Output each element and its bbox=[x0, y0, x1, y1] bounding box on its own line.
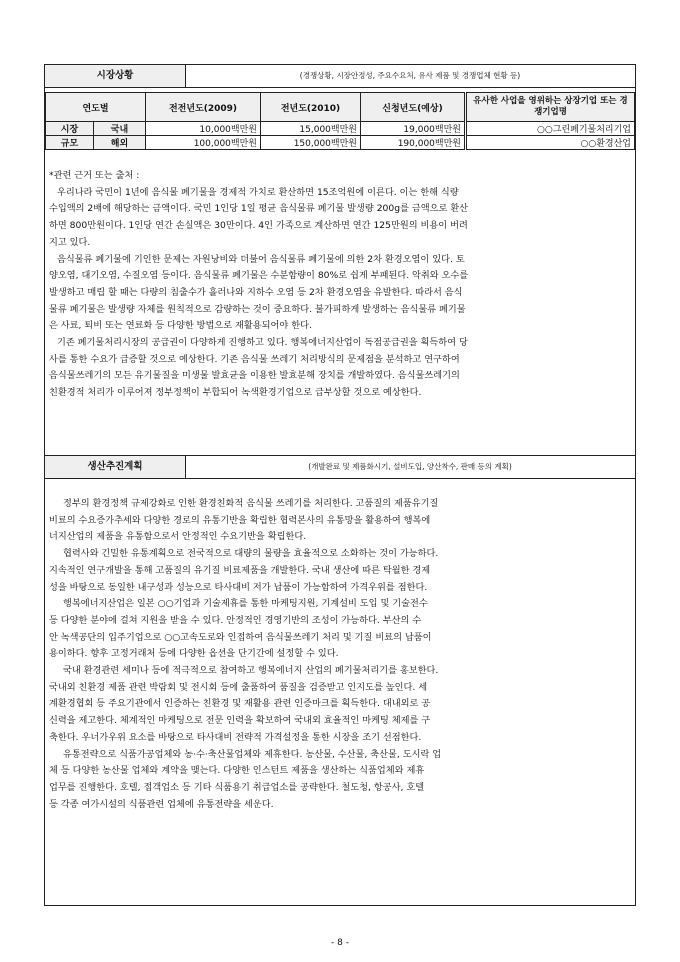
text-line: 기존 폐기물처리시장의 공급권이 다양하게 진행하고 있다. 행복에너지산업이 독점공급권을 획득하여 당 bbox=[57, 337, 468, 349]
text-line: 유통전략으로 식품가공업체와 농·수·축산물업체와 제휴한다. 농산물, 수산물, 축산물, 도시락 업 bbox=[63, 748, 442, 760]
row-group-label-bottom: 규모 bbox=[46, 136, 94, 150]
col-year-header: 연도별 bbox=[46, 93, 146, 122]
text-line: 업무를 진행한다. 호텔, 접객업소 등 기타 식품용기 취급업소를 공략한다. 철도청, 항공사, 호텔 bbox=[49, 781, 425, 793]
text-line: 협력사와 긴밀한 유통계획으로 전국적으로 대량의 물량을 효율적으로 소화하는 것이 가능하다. bbox=[63, 548, 439, 560]
text-line: 계환경협회 등 주요기관에서 인증하는 친환경 및 재활용 관련 인증마크를 획득한다. 대내외로 공 bbox=[49, 698, 431, 710]
text-line: 국내외 친환경 제품 관련 박람회 및 전시회 등에 출품하여 품질을 검증받고 인지도를 높인다. 세 bbox=[49, 681, 428, 693]
production-section-label: 생산추진계획 bbox=[45, 456, 186, 478]
production-section-note: (개발완료 및 제품화시기, 설비도입, 양산착수, 판매 등의 계획) bbox=[308, 462, 512, 471]
text-line: 물류 폐기물은 발생량 자체를 원칙적으로 감량하는 것이 중요하다. 불가피하게 발생하는 음식물류 폐기물 bbox=[49, 303, 466, 315]
text-line: 우리나라 국민이 1년에 음식물 폐기물을 경제적 가치로 환산하면 15조억원에 이른다. 이는 한해 식량 bbox=[57, 186, 459, 198]
text-line: 지고 있다. bbox=[49, 236, 91, 248]
row-label-domestic: 국내 bbox=[94, 122, 146, 136]
cell-value: 19,000백만원 bbox=[361, 122, 466, 136]
market-section-header bbox=[45, 65, 635, 88]
form-frame bbox=[44, 64, 636, 906]
col-competitor-header: 유사한 사업을 영위하는 상장기업 또는 경쟁기업명 bbox=[466, 93, 635, 122]
text-line: 친환경적 처리가 이루어져 정부정책이 부합되어 녹색환경기업으로 급부상할 것으로 예상한다. bbox=[49, 387, 422, 399]
cell-value: 15,000백만원 bbox=[261, 122, 361, 136]
market-section-note: (경쟁상황, 시장안정성, 주요수요처, 유사 제품 및 경쟁업체 현황 등) bbox=[299, 71, 521, 80]
text-line: 음식물쓰레기의 모든 유기물질을 미생물 발효균을 이용한 발효분해 장치를 개발하였다. 음식물쓰레기의 bbox=[49, 370, 460, 382]
table-row bbox=[46, 136, 635, 150]
cell-competitor: ○○환경산업 bbox=[466, 136, 635, 150]
production-narrative bbox=[49, 496, 635, 813]
text-line: 신력을 제고한다. 체계적인 마케팅으로 전문 인력을 확보하여 국내외 효율적인 마케팅 체제를 구 bbox=[49, 715, 431, 727]
col-y3-header: 신청년도(예상) bbox=[361, 93, 466, 122]
col-y1-header: 전전년도(2009) bbox=[146, 93, 261, 122]
table-row bbox=[46, 122, 635, 136]
text-line: 사를 통한 수요가 급증할 것으로 예상한다. 기존 음식물 쓰레기 처리방식의 문제점을 분석하고 연구하여 bbox=[49, 353, 460, 365]
text-line: 음식물류 폐기물에 기인한 문제는 자원낭비와 더불어 음식물류 폐기물에 의한 2차 환경오염이 있다. 토 bbox=[57, 253, 465, 265]
market-section-label: 시장상황 bbox=[45, 65, 186, 87]
text-line: 체 등 다양한 농산물 업체와 계약을 맺는다. 다양한 인스턴트 제품을 생산하는 식품업체와 제휴 bbox=[49, 765, 425, 777]
table-header-row bbox=[46, 93, 635, 122]
text-line: 용이하다. 향후 고정거래처 등에 다양한 옵션을 단기간에 설정할 수 있다. bbox=[49, 648, 339, 660]
text-line: 발생하고 매립 할 때는 다량의 침출수가 흘러나와 지하수 오염 등 2차 환경오염을 유발한다. 따라서 음식 bbox=[49, 286, 463, 298]
text-line: 비료의 수요증가추세와 다양한 경로의 유통기반을 확립한 협력본사의 유통망을 활용하여 행복에 bbox=[49, 514, 431, 526]
cell-value: 10,000백만원 bbox=[146, 122, 261, 136]
text-line: 너지산업의 제품을 유통함으로서 안정적인 수요기반을 확립한다. bbox=[49, 531, 307, 543]
text-line: 하면 800만원이다. 1인당 연간 손실액은 30만이다. 4인 가족으로 계산하면 연간 125만원의 비용이 버려 bbox=[49, 220, 468, 232]
text-line: 등 각종 여가시설의 식품관련 업체에 유통전략을 세운다. bbox=[49, 798, 274, 810]
text-line: 양오염, 대기오염, 수질오염 등이다. 음식물류 폐기물은 수분함량이 80%로 쉽게 부패된다. 악취와 오수를 bbox=[49, 270, 469, 282]
text-line: 정부의 환경정책 규제강화로 인한 환경친화적 음식물 쓰레기를 처리한다. 고품질의 제품유기질 bbox=[63, 498, 439, 509]
text-line: 등 다양한 분야에 걸쳐 지원을 받을 수 있다. 안정적인 경영기반의 조성이 가능하다. 부산의 수 bbox=[49, 614, 422, 626]
cell-value: 100,000백만원 bbox=[146, 136, 261, 150]
text-line: 수입액의 2배에 해당하는 금액이다. 국민 1인당 1일 평균 음식물류 폐기물 발생량 200g를 금액으로 환산 bbox=[49, 203, 469, 215]
production-section-header bbox=[45, 455, 635, 479]
cell-competitor: ○○그린폐기물처리기업 bbox=[466, 122, 635, 136]
text-line: 성을 바탕으로 동일한 내구성과 성능으로 타사대비 저가 납품이 가능함하여 가격우위를 점한다. bbox=[49, 581, 428, 593]
text-line: 행복에너지산업은 일본 ○○기업과 기술제휴를 통한 마케팅지원, 기계설비 도입 및 기술전수 bbox=[63, 598, 428, 610]
cell-value: 190,000백만원 bbox=[361, 136, 466, 150]
source-line: *관련 근거 또는 출처 : bbox=[49, 170, 140, 181]
text-line: 안 녹색공단의 입주기업으로 ○○고속도로와 인접하여 음식물쓰레기 처리 및 기질 비료의 납품이 bbox=[49, 631, 432, 643]
text-line: 축한다. 우너가우위 요소를 바탕으로 타사대비 전략적 가격설정을 통한 시장을 조기 선점한다. bbox=[49, 731, 422, 743]
text-line: 은 사료, 퇴비 또는 연료화 등 다양한 방법으로 재활용되어야 한다. bbox=[49, 320, 312, 332]
cell-value: 150,000백만원 bbox=[261, 136, 361, 150]
market-narrative bbox=[49, 168, 635, 402]
row-label-overseas: 해외 bbox=[94, 136, 146, 150]
col-y2-header: 전년도(2010) bbox=[261, 93, 361, 122]
text-line: 국내 환경관련 세미나 등에 적극적으로 참여하고 행복에너지 산업의 폐기물처리기를 홍보한다. bbox=[63, 665, 439, 677]
row-group-label-top: 시장 bbox=[46, 122, 94, 136]
market-size-table bbox=[45, 92, 635, 150]
text-line: 지속적인 연구개발을 통해 고품질의 유기질 비료제품을 개발한다. 국내 생산에 따른 탁월한 경제 bbox=[49, 564, 431, 576]
page-number: - 8 - bbox=[331, 938, 349, 948]
